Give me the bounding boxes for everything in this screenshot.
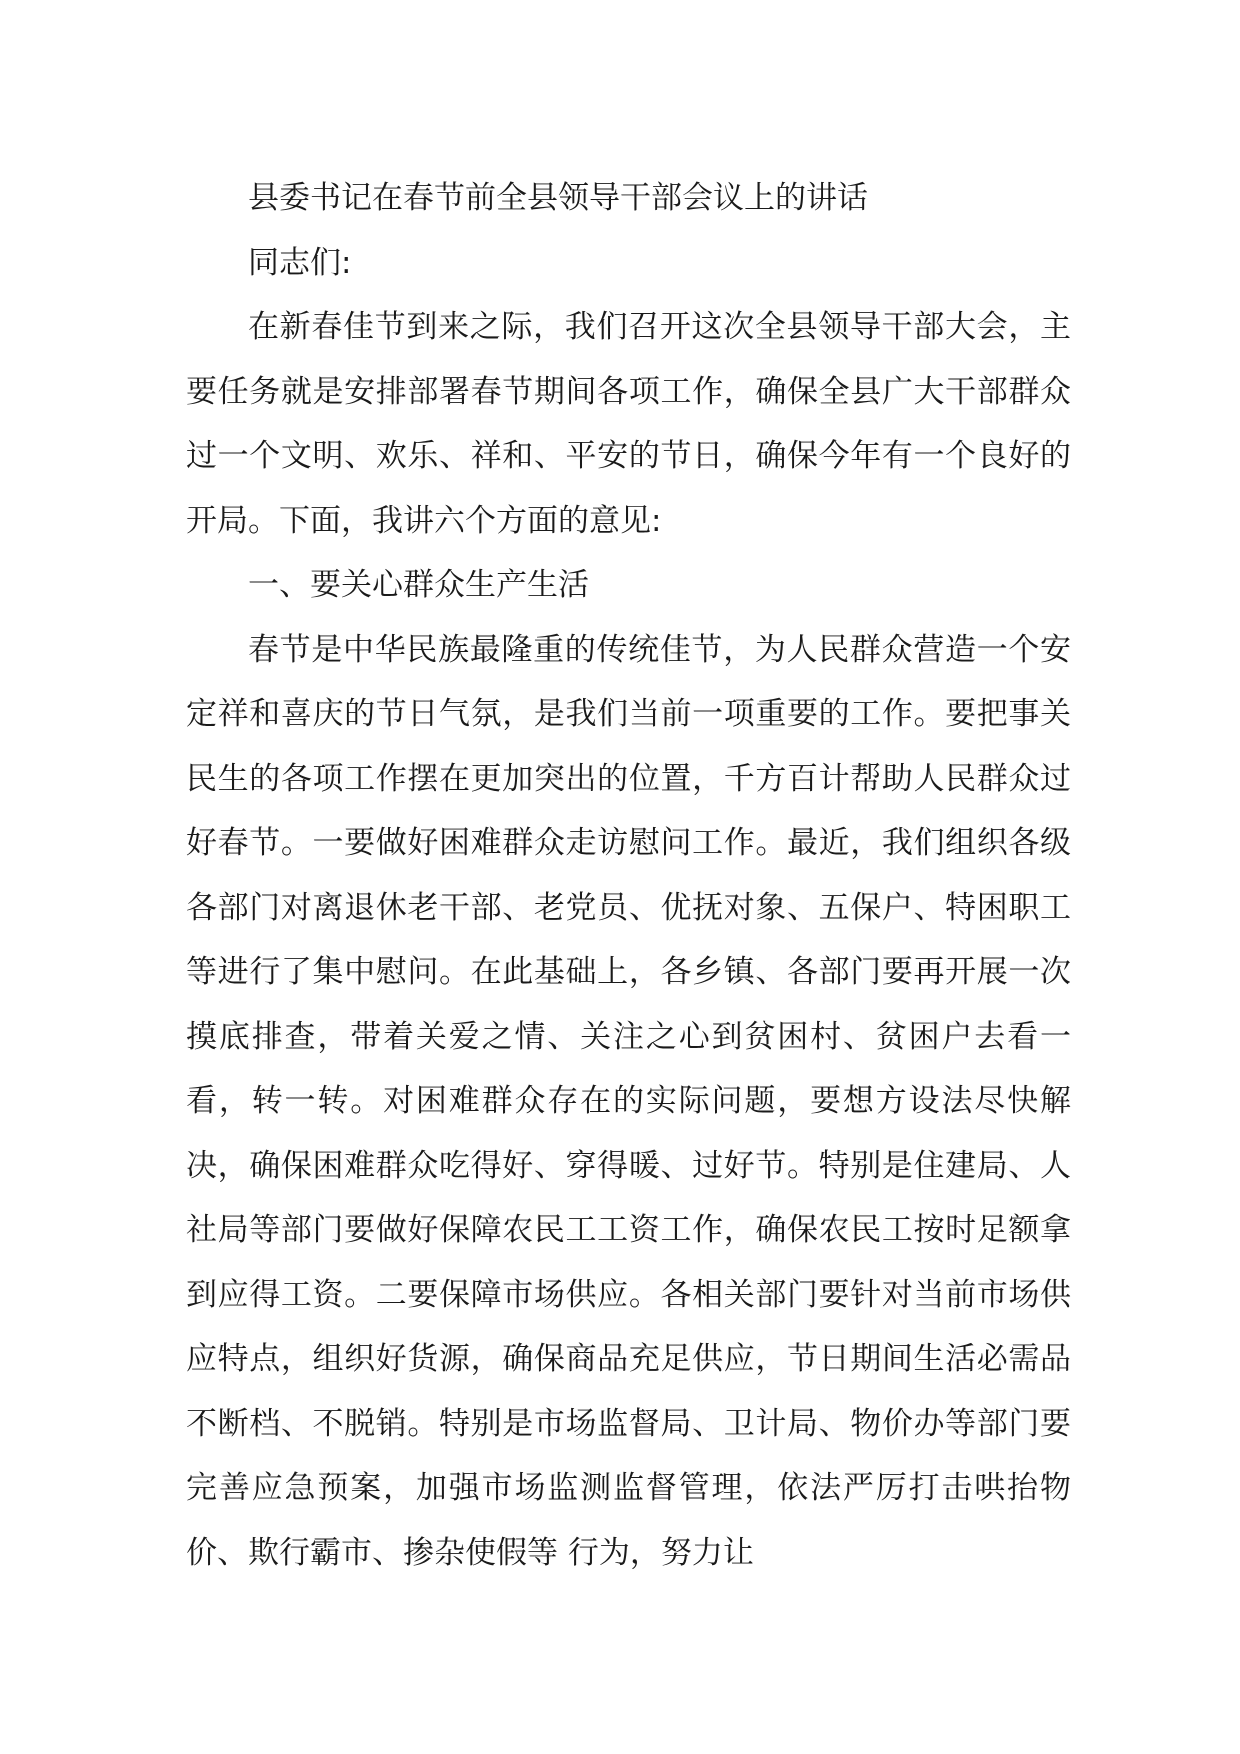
salutation: 同志们: [248, 244, 352, 281]
section-heading-1: 一、要关心群众生产生活 [248, 567, 589, 603]
document-body [186, 166, 1071, 1585]
document-title: 县委书记在春节前全县领导干部会议上的讲话 [248, 180, 868, 216]
paragraph-section-1: 春节是中华民族最隆重的传统佳节，为人民群众营造一个安定祥和喜庆的节日气氛，是我们当前一项重要的工作。要把事关民生的各项工作摆在更加突出的位置，千方百计帮助人民群众过好春节。一要做好困难群众走访慰问工作。最近，我们组织各级各部门对离退休老干部、老党员、优抚对象、五保户、特困职工等进行了集中慰问。在此基础上，各乡镇、各部门要再开展一次摸底排查，带着关爱之情、关注之心到贫困村、贫困户去看一看，转一转。对困难群众存在的实际问题，要想方设法尽快解决，确保困难群众吃得好、穿得暖、过好节。特别是住建局、人社局等部门要做好保障农民工工资工作，确保农民工按时足额拿到应得工资。二要保障市场供应。各相关部门要针对当前市场供应特点，组织好货源，确保商品充足供应，节日期间生活必需品不断档、不脱销。特别是市场监督局、卫计局、物价办等部门要完善应急预案，加强市场监测监督管理，依法严厉打击哄抬物价、欺行霸市、掺杂使假等 行为，努力让 [186, 631, 1071, 1571]
paragraph-intro: 在新春佳节到来之际，我们召开这次全县领导干部大会，主要任务就是安排部署春节期间各项工作，确保全县广大干部群众过一个文明、欢乐、祥和、平安的节日，确保今年有一个良好的开局。下面，我讲六个方面的意见: [186, 309, 1071, 539]
